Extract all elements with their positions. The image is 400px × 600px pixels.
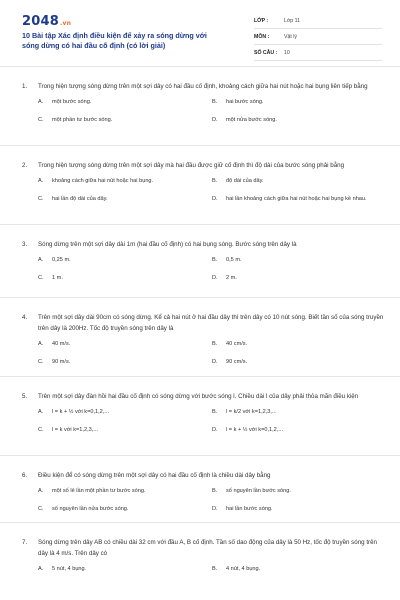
question-text: Sóng dừng trên một sợi dây dài 1m (hai đầu cố định) có hai bụng sóng. Bước sóng trên dây là xyxy=(38,241,297,248)
option-letter: A. xyxy=(38,566,44,572)
meta-label: SỐ CÂU : xyxy=(254,49,278,56)
answer-options xyxy=(0,250,400,296)
document-header xyxy=(0,0,400,66)
answer-options xyxy=(0,171,400,217)
question-text: Sóng dừng trên dây AB có chiều dài 32 cm với đầu A, B cố định. Tần số dao động của dây là 50 Hz, tốc độ truyền sóng trên dây là 4 m/s. Trên dây có xyxy=(38,539,377,557)
meta-label: MÔN : xyxy=(254,33,270,40)
answer-options xyxy=(0,334,400,380)
question-block xyxy=(0,145,400,224)
answer-option[interactable] xyxy=(38,503,212,521)
option-text: 40 m/s. xyxy=(52,341,71,347)
answer-option[interactable] xyxy=(212,175,386,193)
option-text: l = k + ½ với k=0,1,2,... xyxy=(52,409,109,415)
answer-option[interactable] xyxy=(38,193,212,211)
answer-option[interactable] xyxy=(212,96,386,114)
option-text: 1 m. xyxy=(52,275,63,281)
meta-value: 10 xyxy=(284,49,290,56)
answer-option[interactable] xyxy=(212,272,386,290)
option-letter: C. xyxy=(38,275,44,281)
answer-options xyxy=(0,481,400,527)
question-text: Điều kiện để có sóng dừng trên một sợi dây có hai đầu cố định là chiều dài dây bằng xyxy=(38,472,271,479)
option-letter: B. xyxy=(212,257,218,263)
option-text: số nguyên lần bước sóng. xyxy=(226,488,291,494)
question-stem xyxy=(0,225,400,250)
answer-option[interactable] xyxy=(38,485,212,503)
meta-row-count xyxy=(254,45,382,61)
document-title: 10 Bài tập Xác định điều kiện để xảy ra sóng dừng với sóng dừng có hai đầu cố định (có lời giải) xyxy=(22,31,207,50)
option-letter: D. xyxy=(212,359,218,365)
answer-option[interactable] xyxy=(38,406,212,424)
answer-option[interactable] xyxy=(38,338,212,356)
option-letter: A. xyxy=(38,488,44,494)
question-number: 5. xyxy=(22,393,28,400)
meta-row-subject xyxy=(254,29,382,45)
option-text: 40 cm/s. xyxy=(226,341,248,347)
option-text: 4 nút, 4 bụng. xyxy=(226,566,261,572)
option-letter: D. xyxy=(212,427,218,433)
question-block xyxy=(0,297,400,376)
option-letter: B. xyxy=(212,566,218,572)
question-stem xyxy=(0,456,400,481)
site-logo[interactable] xyxy=(22,14,71,29)
option-letter: A. xyxy=(38,409,44,415)
option-letter: C. xyxy=(38,196,44,202)
question-block xyxy=(0,224,400,297)
question-number: 3. xyxy=(22,241,28,248)
option-text: hai lần độ dài của dây. xyxy=(52,196,108,202)
question-block xyxy=(0,66,400,145)
question-text: Trên một sợi dây đàn hồi hai đầu cố định có sóng dừng với bước sóng l. Chiều dài l của dây phải thỏa mãn điều kiện xyxy=(38,393,359,400)
option-letter: C. xyxy=(38,506,44,512)
option-letter: C. xyxy=(38,117,44,123)
answer-option[interactable] xyxy=(38,356,212,374)
question-stem xyxy=(0,523,400,559)
question-stem xyxy=(0,67,400,92)
option-text: 90 m/s. xyxy=(52,359,71,365)
question-number: 2. xyxy=(22,162,28,169)
question-number: 1. xyxy=(22,83,28,90)
option-letter: A. xyxy=(38,341,44,347)
answer-option[interactable] xyxy=(212,254,386,272)
answer-option[interactable] xyxy=(212,338,386,356)
option-letter: B. xyxy=(212,488,218,494)
question-stem xyxy=(0,377,400,402)
answer-option[interactable] xyxy=(212,406,386,424)
option-text: l = k + ½ với k=0,1,2,... xyxy=(226,427,283,433)
option-text: khoảng cách giữa hai nút hoặc hai bụng. xyxy=(52,178,154,184)
option-text: số nguyên lần nửa bước sóng. xyxy=(52,506,129,512)
option-letter: A. xyxy=(38,99,44,105)
option-letter: B. xyxy=(212,178,218,184)
option-text: l = k với k=1,2,3,... xyxy=(52,427,98,433)
answer-option[interactable] xyxy=(212,563,386,581)
answer-option[interactable] xyxy=(212,193,386,211)
answer-option[interactable] xyxy=(38,114,212,132)
option-text: hai lần khoảng cách giữa hai nút hoặc hai bụng kề nhau. xyxy=(226,196,367,202)
option-text: một số lẻ lần một phần tư bước sóng. xyxy=(52,488,146,494)
option-text: một nửa bước sóng. xyxy=(226,117,277,123)
option-letter: A. xyxy=(38,257,44,263)
option-text: hai bước sóng. xyxy=(226,99,264,105)
option-letter: C. xyxy=(38,427,44,433)
question-number: 7. xyxy=(22,539,28,546)
question-list xyxy=(0,66,400,593)
question-block xyxy=(0,455,400,522)
question-text: Trong hiện tượng sóng dừng trên một sợi dây có hai đầu cố định, khoảng cách giữa hai nút hoặc hai bụng liên tiếp bằng xyxy=(38,83,368,90)
option-letter: D. xyxy=(212,196,218,202)
answer-option[interactable] xyxy=(38,175,212,193)
meta-table xyxy=(254,13,382,61)
answer-option[interactable] xyxy=(212,114,386,132)
option-text: độ dài của dây. xyxy=(226,178,264,184)
option-text: 0,25 m. xyxy=(52,257,71,263)
question-number: 4. xyxy=(22,314,28,321)
logo-tld: .vn xyxy=(59,20,72,27)
answer-option[interactable] xyxy=(212,503,386,521)
logo-text: 2048 xyxy=(22,14,59,29)
question-number: 6. xyxy=(22,472,28,479)
question-text: Trên một sợi dây dài 90cm có sóng dừng. Kể cả hai nút ở hai đầu dây thì trên dây có 10 nút sóng. Biết tần số của sóng truyền trên dây là 200Hz. Tốc độ truyền sóng trên dây là xyxy=(38,314,384,332)
answer-option[interactable] xyxy=(212,485,386,503)
question-stem xyxy=(0,146,400,171)
option-letter: B. xyxy=(212,99,218,105)
option-text: 0,5 m. xyxy=(226,257,242,263)
answer-option[interactable] xyxy=(38,96,212,114)
answer-options xyxy=(0,402,400,448)
answer-option[interactable] xyxy=(212,356,386,374)
meta-row-class xyxy=(254,13,382,29)
question-block xyxy=(0,522,400,593)
answer-option[interactable] xyxy=(38,424,212,442)
answer-option[interactable] xyxy=(38,254,212,272)
answer-options xyxy=(0,92,400,138)
option-text: một bước sóng. xyxy=(52,99,92,105)
answer-option[interactable] xyxy=(38,563,212,581)
question-text: Trong hiện tượng sóng dừng trên một sợi dây mà hai đầu được giữ cố định thì độ dài của bước sóng phải bằng xyxy=(38,162,345,169)
option-letter: D. xyxy=(212,275,218,281)
option-text: l = k/2 với k=1,2,3,... xyxy=(226,409,277,415)
question-stem xyxy=(0,298,400,334)
meta-value: Vật lý xyxy=(284,33,297,40)
option-text: hai lần bước sóng. xyxy=(226,506,273,512)
answer-options xyxy=(0,559,400,587)
option-letter: D. xyxy=(212,506,218,512)
option-letter: B. xyxy=(212,341,218,347)
option-letter: A. xyxy=(38,178,44,184)
question-block xyxy=(0,376,400,455)
option-text: một phần tư bước sóng. xyxy=(52,117,113,123)
option-letter: B. xyxy=(212,409,218,415)
answer-option[interactable] xyxy=(212,424,386,442)
option-letter: D. xyxy=(212,117,218,123)
meta-label: LỚP : xyxy=(254,17,269,24)
meta-value: Lớp 11 xyxy=(284,17,300,24)
option-text: 90 cm/s. xyxy=(226,359,248,365)
answer-option[interactable] xyxy=(38,272,212,290)
option-text: 2 m. xyxy=(226,275,237,281)
option-letter: C. xyxy=(38,359,44,365)
option-text: 5 nút, 4 bụng. xyxy=(52,566,87,572)
